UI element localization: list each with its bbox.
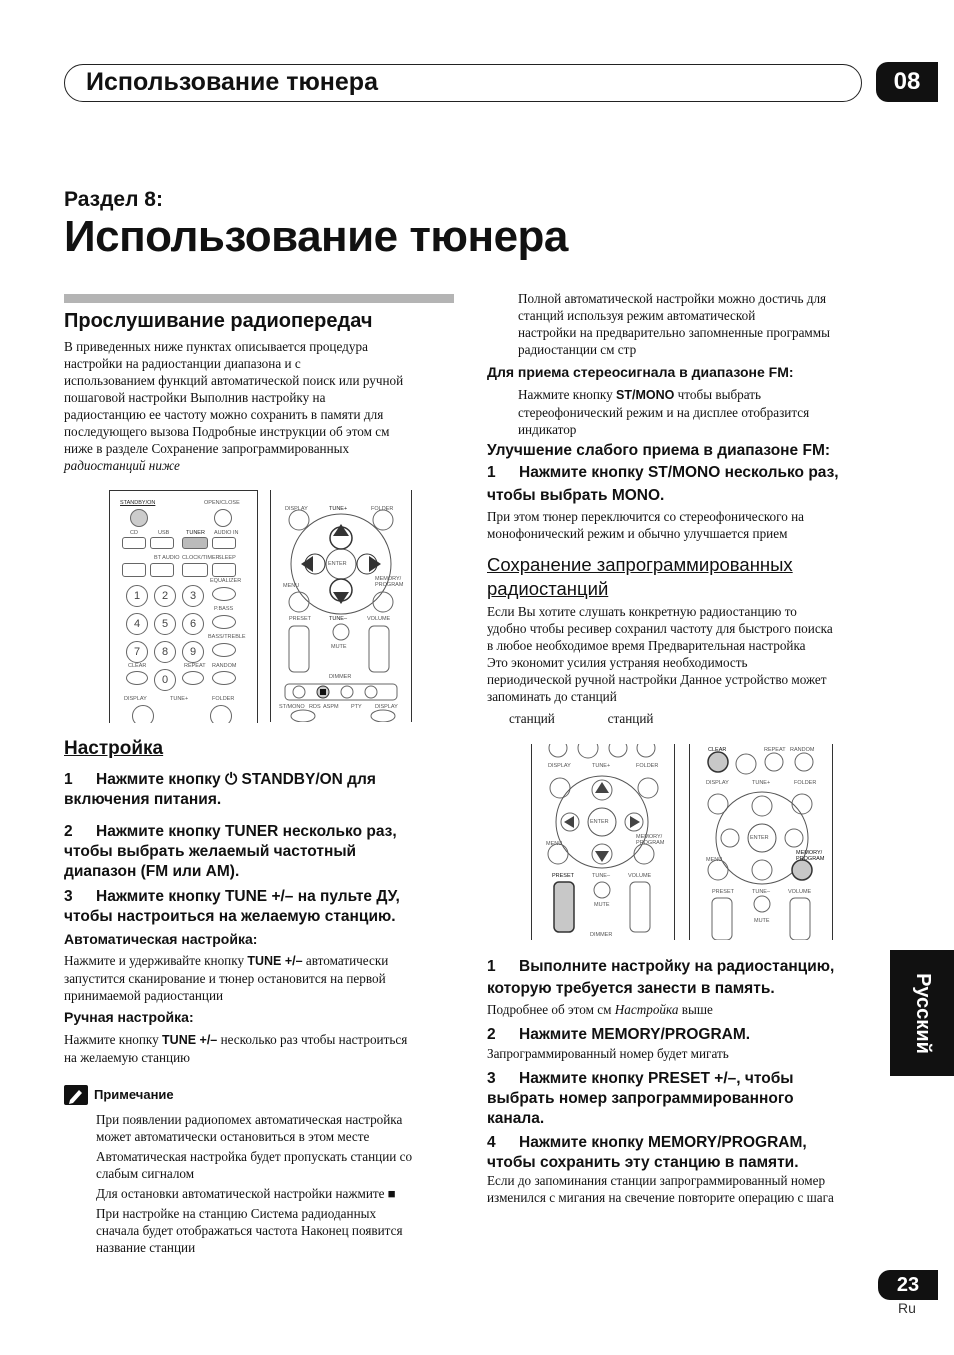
page-number: 23 (878, 1270, 938, 1300)
weak-reception-step: 1 Нажмите кнопку ST/MONO несколько раз, чтобы выбрать MONO. (487, 464, 839, 504)
note-item: Для остановки автоматической настройки нажмите ■ (96, 1186, 396, 1201)
weak-reception-heading: Улучшение слабого приема в диапазоне FM: (487, 442, 831, 459)
fm-stereo-text: Нажмите кнопку ST/MONO чтобы выбрать стереофонический режим и на дисплее отобразится индикатор (518, 387, 810, 437)
note-item: При настройке на станцию Система радиоданных сначала будет отображаться частота Наконец появится название станции (96, 1206, 403, 1255)
note-title: Примечание (94, 1087, 174, 1102)
heading-listen: Прослушивание радиопередач (64, 310, 373, 332)
paragraph-auto-preset: Полной автоматической настройки можно достичь для станций используя режим автоматической настройки на предварительно запомненные программы радиостанции см стр (518, 291, 830, 357)
preset-step-4: 4 Нажмите кнопку MEMORY/PROGRAM, чтобы сохранить эту станцию в памяти. (487, 1134, 807, 1171)
remote-illustration-preset: DISPLAY TUNE+ FOLDER ENTER MENU MEMORY/ PROGRAM PRESET TUNE– VOLUME MUTE DIMMER (531, 744, 675, 940)
section-divider (64, 294, 454, 303)
step-3: 3 Нажмите кнопку TUNE +/– на пульте ДУ, чтобы настроиться на желаемую станцию. (64, 888, 400, 925)
remote-illustration-nav: DISPLAY TUNE+ FOLDER ENTER MENU MEMORY/ PROGRAM PRESET TUNE– VOLUME MUTE DIMMER ST/MONO RDS ASPM PTY DISPLAY (270, 490, 412, 722)
weak-reception-text: При этом тюнер переключится со стереофонического на монофонический режим и обычно улучшается прием (487, 509, 805, 541)
heading-presets: Сохранение запрограммированных радиостанций (487, 554, 793, 599)
fm-stereo-heading: Для приема стереосигнала в диапазоне FM: (487, 364, 794, 380)
step-1: 1 Нажмите кнопку ⏻ STANDBY/ON для включения питания. (64, 771, 376, 808)
preset-step-2: 2 Нажмите MEMORY/PROGRAM. (487, 1026, 751, 1043)
section-label: Раздел 8: (64, 188, 163, 211)
heading-tuning: Настройка (64, 738, 164, 759)
note-icon (64, 1085, 88, 1105)
open-close-button (214, 509, 232, 527)
preset-step-2-text: Запрограммированный номер будет мигать (487, 1046, 729, 1061)
preset-step-3: 3 Нажмите кнопку PRESET +/–, чтобы выбрать номер запрограммированного канала. (487, 1070, 794, 1127)
page-title: Использование тюнера (64, 212, 568, 261)
power-icon: ⏻ (224, 771, 238, 788)
remote-illustration-memory: CLEAR REPEAT RANDOM DISPLAY TUNE+ FOLDER ENTER MENU MEMORY/ PROGRAM PRESET TUNE– VOLUME MUTE (689, 744, 833, 940)
note-item: При появлении радиопомех автоматическая настройка может автоматически остановиться в этом месте (96, 1112, 403, 1144)
note-list (96, 1111, 456, 1256)
preset-step-1-text: Подробнее об этом см Настройка выше (487, 1002, 713, 1017)
auto-tuning-text: Нажмите и удерживайте кнопку TUNE +/– автоматически запустится сканирование и тюнер остановится на первой принимаемой радиостанции (64, 953, 389, 1003)
paragraph-listen: В приведенных ниже пунктах описывается процедура настройки на радиостанции диапазона и с использованием функций автоматической поиск или ручной пошаговой настройки Выполнив настройку на радиостанцию ее частоту можно сохранить в памяти для последующего вызова Подробные инструкции об этом см ниже в разделе Сохранение запрограммированных радиостанций ниже (64, 339, 404, 473)
auto-tuning-heading: Автоматическая настройка: (64, 931, 258, 947)
preset-step-4-text: Если до запоминания станции запрограммированный номер изменился с мигания на свечение повторите операцию с шага (487, 1173, 834, 1205)
header-title: Использование тюнера (86, 68, 378, 96)
preset-step-1: 1 Выполните настройку на радиостанцию, которую требуется занести в память. (487, 958, 835, 997)
language-side-tab: Русский (890, 950, 954, 1076)
remote-illustration-main: STANDBY/ON OPEN/CLOSE CD USB TUNER AUDIO IN BT AUDIO CLOCK/TIMER SLEEP EQUALIZER 1 2 3 P.BASS 4 5 6 BASS/TREBLE 7 8 9 CLEAR REPEAT RANDOM 0 DISPLAY TUNE+ FOLDER (109, 490, 258, 723)
step-2: 2 Нажмите кнопку TUNER несколько раз, чтобы выбрать желаемый частотный диапазон (FM или AM). (64, 823, 397, 880)
chapter-badge: 08 (876, 62, 938, 102)
manual-tuning-heading: Ручная настройка: (64, 1009, 194, 1025)
tuner-button (182, 537, 208, 549)
note-item: Автоматическая настройка будет пропускать станции со слабым сигналом (96, 1149, 413, 1181)
standby-button (130, 509, 148, 527)
paragraph-presets: Если Вы хотите слушать конкретную радиостанцию то удобно чтобы ресивер сохранил частоту для быстрого поиска в любое необходимое время Предварительная настройка Это экономит усилия устраняя необходимость периодической ручной настройки Данное устройство может запоминать до станций (487, 604, 833, 704)
paragraph-presets-note: станций станций (509, 711, 654, 726)
manual-tuning-text: Нажмите кнопку TUNE +/– несколько раз чтобы настроиться на желаемую станцию (64, 1032, 408, 1065)
language-code: Ru (898, 1300, 916, 1316)
